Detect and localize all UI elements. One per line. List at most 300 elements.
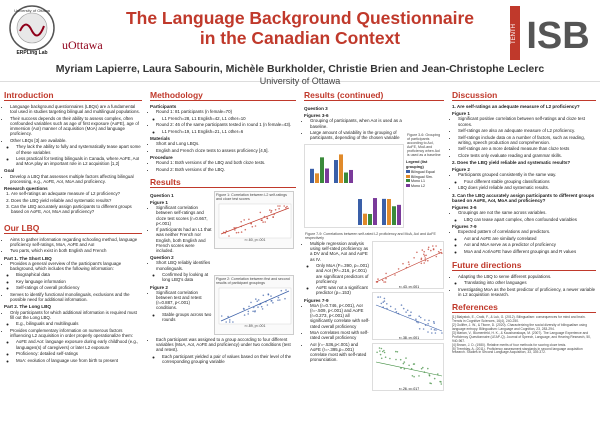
lbq-heading: Our LBQ	[4, 223, 142, 234]
scatter-point	[385, 273, 387, 275]
scatter-point	[244, 314, 246, 316]
fig2-label: Figure 2	[150, 284, 168, 290]
list-item: • Multiple regression analysis using self-rated proficiency as a DV and MoA, AoI and AoFE as IV.	[310, 241, 370, 262]
university: University of Ottawa	[259, 76, 341, 86]
list-item: • Only participants for which additional information is required must fill out the Long LBQ.	[10, 310, 142, 320]
list-item: • Significant positive correlation between self-ratings and cloze test scores.	[458, 116, 596, 126]
scatter-point	[241, 231, 243, 233]
scatter-point	[278, 297, 280, 299]
list-item: ◦ Only MoA (F=.390, p=.001) and AoI (R²=.216, p<.001) are significant predictors of proficiency	[316, 263, 370, 284]
list-item: • AoI (r=-.536,p<.001) and AoFE (r=-.395,p=.001) correlate most with self-rated pronunciation.	[310, 342, 370, 363]
fig1-caption: Figure 1: Correlation between L2 self-ratings and cloze test scores	[216, 192, 287, 201]
scatter-point	[229, 321, 231, 323]
scatter-point	[432, 245, 434, 247]
scatter-point	[386, 303, 388, 305]
scatter-point	[422, 249, 424, 251]
list-item: • Round 2: Both versions of the LBQ.	[156, 167, 296, 172]
isb-tenth: TENTH	[511, 24, 517, 44]
scatter-point	[389, 358, 391, 360]
reference-item: [1] Bialystok, E., Craik, F., & Luk, G. (2012). Bilingualism: consequences for mind and brain. Trends in Cognitive Sciences, 16(4), 240-250.	[452, 315, 586, 324]
discussion-heading: Discussion	[452, 90, 596, 101]
list-item: ◦ Four different stable grouping classifications	[464, 179, 596, 184]
scatter-point	[229, 319, 231, 321]
list-item: • Provides complementary information on numerous factors influencing L2 acquisition in order properly operationalize them:	[10, 328, 142, 338]
results-heading: Results	[150, 177, 296, 188]
scatter-point	[248, 305, 250, 307]
scatter-point	[382, 280, 384, 282]
scatter-point	[413, 376, 415, 378]
scatter-point	[424, 255, 426, 257]
list-item: ◦ Each participant yielded a pair of values based on their level of the corresponding grouping variable	[162, 354, 296, 364]
scatter-point	[424, 319, 426, 321]
scatter-point	[431, 328, 433, 330]
scatter-point	[263, 294, 265, 296]
list-item: • Two parts, which exist in both English and French	[10, 248, 142, 253]
scatter-point	[401, 305, 403, 307]
scatter-point	[234, 229, 236, 231]
figure-1	[214, 191, 294, 249]
list-item: ◦ L1 French=19, L1 English=21, L1 other=6	[162, 129, 296, 134]
scatter-point	[379, 351, 381, 353]
scatter-point	[380, 354, 382, 356]
scatter-point	[257, 306, 259, 308]
scatter-point	[434, 378, 436, 380]
scatter-point	[277, 205, 279, 207]
scatter-point	[264, 221, 266, 223]
list-item: 1. Are self-ratings an adequate measure of L2 proficiency?	[11, 191, 142, 196]
reference-item: [3] Marian, V., Blumenfeld, H. K., & Kaushanskaya, M. (2007). The Language Experience and Proficiency Questionnaire (LEAP-Q). Journal of Speech, Language, and Hearing Research, 50, 940-967.	[452, 330, 591, 343]
list-item: ◦ Stable groups across two rounds	[162, 312, 212, 322]
list-item: ◦ They lack the ability to fully and systematically tease apart some of these variables	[16, 144, 142, 154]
scatter-point	[435, 329, 437, 331]
list-item: ◦ Translating into other languages	[464, 280, 596, 285]
scatter-point	[262, 221, 264, 223]
scatter-point	[271, 300, 273, 302]
goal-text: • Develop a LBQ that assesses multiple factors affecting bilingual processing, e.g., AoFE, AoI, MoA and proficiency.	[10, 174, 142, 184]
list-item: • Self-ratings are a more detailed measure than cloze tests	[458, 146, 596, 151]
scatter-point	[419, 328, 421, 330]
column-intro	[4, 90, 142, 364]
scatter-point	[252, 310, 254, 312]
fig1-scatter	[215, 202, 293, 242]
list-item: • Expected pattern of correlations and predictors.	[458, 229, 596, 234]
bar	[344, 172, 348, 182]
scatter-point	[423, 254, 425, 256]
reference-item: [5] Tremblay, A. (2011). Proficiency assessment standards in second language acquisition research. Studies in Second Language Acquisition, 33, 339-372.	[452, 346, 583, 355]
bar	[397, 205, 401, 225]
list-item: ◦ Biographical data	[16, 272, 142, 277]
q2-heading: Question 2	[150, 255, 174, 261]
list-item: • Grouping of participants, when AoI is used as a baseline.	[310, 118, 404, 128]
isb-text: ISB	[526, 15, 590, 57]
scatter-point	[262, 308, 264, 310]
scatter-point	[377, 297, 379, 299]
erpling-lab-logo	[3, 4, 61, 56]
scatter-point	[381, 358, 383, 360]
scatter-point	[410, 315, 412, 317]
logo-left-arc-text: University of Ottawa	[14, 8, 50, 13]
scatter-point	[228, 235, 230, 237]
scatter-point	[418, 376, 420, 378]
column-results	[304, 90, 444, 393]
scatter-point	[423, 251, 425, 253]
scatter-point	[433, 323, 435, 325]
bar	[387, 199, 391, 225]
list-item: • Their success depends on their ability to assess complex, often confounded variables such as age of first exposure (AoFE), age of immersion (AoI) manner of acquisition (MoA) and language proficiency.	[10, 116, 142, 137]
scatter-point	[427, 368, 429, 370]
list-item: ◦ L1 French=28, L1 English=42, L1 other=10	[162, 116, 296, 121]
scatter-point	[283, 205, 285, 207]
legend-label: Mono L1	[411, 179, 425, 184]
list-item: 2. Does the LBQ yield reliable and systematic results?	[11, 198, 142, 203]
scatter-point	[418, 316, 420, 318]
scatter-point	[275, 209, 277, 211]
scatter-point	[397, 351, 399, 353]
scatter-point	[423, 328, 425, 330]
scatter-point	[383, 281, 385, 283]
list-item: • Aims to gather information regarding schooling method, language proficiency self-ratings, MoA, AoFE and AoI	[10, 237, 142, 247]
scatter-point	[428, 320, 430, 322]
figure-2	[214, 275, 294, 335]
scatter-point	[236, 232, 238, 234]
bar	[325, 168, 329, 183]
list-item: 3. Can the LBQ accurately assign participants to different groups based on AoFE, AoI, MoA and proficiency?	[11, 204, 142, 214]
legend-label: Mono L2	[411, 183, 425, 188]
scatter-point	[227, 316, 229, 318]
scatter-point	[437, 374, 439, 376]
list-item: ◦ Less practical for testing bilinguals in Canada, where AoFE, AoI and MoA play an important role in L2 acquisition [1,2]	[16, 156, 142, 166]
scatter-point	[233, 227, 235, 229]
scatter-point	[270, 211, 272, 213]
uottawa-logo: uOttawa	[62, 38, 103, 52]
bar	[392, 206, 396, 225]
scatter-point	[285, 207, 287, 209]
bar	[373, 198, 377, 225]
list-item: • Cloze tests only evaluate reading and grammar skills.	[458, 153, 596, 158]
scatter-point	[414, 364, 416, 366]
scatter-point	[404, 362, 406, 364]
scatter-point	[405, 312, 407, 314]
scatter-point	[440, 249, 442, 251]
scatter-point	[428, 247, 430, 249]
list-item: • Participants grouped consistently in the same way.	[458, 172, 596, 177]
scatter-point	[428, 249, 430, 251]
scatter-point	[261, 306, 263, 308]
fig2-stats: r=.89, p<.001	[244, 323, 266, 328]
scatter-point	[377, 278, 379, 280]
list-item: • Each participant was assigned to a group according to four different variables (MoA, AoI, AoFE and proficiency) under two conditions (test and retest).	[156, 337, 296, 353]
scatter-point	[405, 358, 407, 360]
list-item: • Short and Long LBQs.	[156, 141, 296, 146]
intro-list	[4, 104, 142, 166]
scatter-point	[284, 298, 286, 300]
scatter-point	[240, 221, 242, 223]
list-item: • Provides a general overview of the participant's language background, which includes the following information:	[10, 261, 142, 271]
list-item: ◦ Proficiency: detailed self-ratings	[16, 351, 142, 356]
scatter-point	[269, 209, 271, 211]
scatter-point	[225, 321, 227, 323]
scatter-point	[425, 257, 427, 259]
scatter-point	[395, 359, 397, 361]
bar	[315, 173, 319, 183]
scatter-point	[380, 296, 382, 298]
list-item: • If participants had an L1 that was neither French nor English, both English and French scores were included.	[156, 227, 212, 253]
scatter-point	[256, 300, 258, 302]
reference-item: [2] Gullifer, J. W., & Titone, D. (2020). Characterizing the social diversity of bilingualism using language entropy. Bilingualism: Language and Cognition, 23, 283-294.	[452, 323, 588, 331]
d1-fig: Figure 1	[452, 111, 470, 117]
list-item: ◦ AoI and MoA serve as a predictor of proficiency	[464, 242, 596, 247]
materials-heading: Materials	[150, 135, 170, 141]
scatter-point	[403, 363, 405, 365]
d1-heading: 1. Are self-ratings an adequate measure of L2 proficiency?	[452, 104, 580, 109]
column-discussion	[452, 90, 596, 355]
scatter-point	[384, 301, 386, 303]
scatter-point	[402, 263, 404, 265]
list-item: • Other LBQs [3] are available.	[10, 138, 142, 143]
scatter-point	[429, 375, 431, 377]
scatter-point	[279, 299, 281, 301]
scatter-point	[408, 261, 410, 263]
scatter-point	[252, 226, 254, 228]
legend-heading: Legend (list grouping)	[406, 160, 428, 170]
fig9-scatter	[372, 343, 444, 391]
legend-label: Bilingual Equal	[411, 170, 435, 175]
method-heading: Methodology	[150, 90, 296, 101]
list-item: • Round 1: 81 participants (n female=70)	[156, 109, 296, 114]
scatter-point	[255, 298, 257, 300]
scatter-point	[440, 382, 442, 384]
scatter-point	[254, 310, 256, 312]
column-method	[150, 90, 296, 365]
list-item: ◦ Self-ratings of overall proficiency	[16, 285, 142, 290]
references-heading: References	[452, 302, 596, 313]
scatter-point	[243, 219, 245, 221]
scatter-point	[427, 331, 429, 333]
scatter-point	[434, 329, 436, 331]
figs79-label: Figures 7-9	[304, 297, 329, 303]
list-item: • Adapting the LBQ to serve different populations.	[458, 274, 596, 279]
poster-title: The Language Background Questionnaire in the Canadian Context	[125, 8, 475, 48]
scatter-point	[395, 308, 397, 310]
list-item: • LBQ does yield reliable and systematic results.	[458, 185, 596, 190]
scatter-point	[425, 255, 427, 257]
list-item: • Self-ratings are also an adequate measure of L2 proficiency.	[458, 128, 596, 133]
legend-label: Bilingual Sim.	[411, 174, 433, 179]
scatter-point	[427, 323, 429, 325]
scatter-point	[381, 348, 383, 350]
q1-heading: Question 1	[150, 192, 174, 198]
scatter-point	[433, 249, 435, 251]
scatter-point	[245, 229, 247, 231]
scatter-point	[260, 211, 262, 213]
scatter-point	[385, 357, 387, 359]
bar	[358, 199, 362, 225]
bar	[339, 154, 343, 183]
fig2-scatter	[215, 286, 293, 328]
scatter-point	[421, 258, 423, 260]
bar	[310, 169, 314, 183]
scatter-point	[248, 310, 250, 312]
fig2-caption: Figure 2: Correlation between first and second results of participant groupings	[216, 276, 290, 285]
isb-logo	[508, 4, 596, 62]
fig1-label: Figure 1	[150, 199, 168, 205]
scatter-point	[421, 263, 423, 265]
list-item: ◦ LBQ can tease apart complex, often confounded variables	[464, 217, 596, 222]
figures-3-6-bars	[304, 144, 404, 228]
scatter-point	[421, 368, 423, 370]
d2-fig: Figure 2	[452, 167, 470, 173]
d3-heading: 3. Can the LBQ accurately assign participants to different groups based on AoFE, AoI, MoA and proficiency?	[452, 192, 595, 203]
list-item: • Significant correlation between self-ratings and cloze test scores (r=0.667, p<.001)	[156, 205, 212, 226]
scatter-point	[403, 308, 405, 310]
fig7-stats: r=.43, p<.001	[398, 285, 420, 290]
bar	[320, 157, 324, 183]
scatter-point	[382, 351, 384, 353]
scatter-point	[270, 295, 272, 297]
list-item: ◦ Confirmed by looking at long LBQ's data	[162, 272, 212, 282]
list-item: • Serves to identify functional monolinguals, exclusions and the possible need for additional information.	[10, 292, 142, 302]
scatter-point	[376, 352, 378, 354]
scatter-point	[271, 210, 273, 212]
scatter-point	[408, 264, 410, 266]
bar	[363, 213, 367, 224]
scatter-point	[396, 311, 398, 313]
scatter-point	[433, 321, 435, 323]
scatter-point	[277, 299, 279, 301]
fig1-stats: r=.60, p<.001	[244, 237, 266, 242]
scatter-point	[379, 348, 381, 350]
scatter-point	[272, 302, 274, 304]
scatter-point	[285, 289, 287, 291]
scatter-point	[400, 359, 402, 361]
scatter-point	[243, 308, 245, 310]
scatter-point	[281, 290, 283, 292]
scatter-point	[441, 253, 443, 255]
list-item: ◦ MoA and AoI/AoFE have different groupings and R values	[464, 249, 596, 254]
authors: Myriam Lapierre, Laura Sabourin, Michèle Burkholder, Christie Brien and Jean-Christophe Leclerc	[55, 63, 545, 75]
scatter-point	[268, 294, 270, 296]
fig8-line	[376, 305, 442, 331]
fig7-caption: Figure 7-9: Correlations between self-rated L2 proficiency and MoA, AoI and AoFE respectively	[305, 232, 436, 241]
fig7-scatter	[372, 241, 444, 289]
scatter-point	[423, 262, 425, 264]
scatter-point	[412, 375, 414, 377]
scatter-point	[384, 298, 386, 300]
list-item: • Groupings are not the same across variables.	[458, 210, 596, 215]
scatter-point	[435, 332, 437, 334]
scatter-point	[408, 365, 410, 367]
scatter-point	[398, 268, 400, 270]
scatter-point	[279, 205, 281, 207]
list-item: • Significant correlation between test and retest (r=0.887, p<.001) conditions.	[156, 290, 212, 311]
scatter-point	[431, 332, 433, 334]
list-item: ◦ AoFE and AoI: language exposure during early childhood (e.g., languages(s) of caregivers) or later L2 exposure	[16, 339, 142, 349]
list-item: • MoA (r=0.746, p<.001), AoI (r=-.509, p<.001) and AoFE (r=0.273, p<.001) all significantly correlate with self-rated overall proficiency	[310, 303, 370, 329]
list-item: • Self-ratings include data on a number of factors, such as reading, writing, speech production and comprehension.	[458, 135, 596, 145]
fig3-caption: Figure 3-6: Grouping of participants according to AoI, AoFE, MoA and proficiency when AoI is used as a baseline	[407, 133, 441, 157]
scatter-point	[416, 252, 418, 254]
list-item: ◦ MoA: evolution of language use from birth to present	[16, 358, 142, 363]
scatter-point	[430, 250, 432, 252]
scatter-point	[390, 306, 392, 308]
scatter-point	[278, 208, 280, 210]
list-item: ◦ AoFE was not a significant predictor (p=.153)	[316, 285, 370, 295]
part1-heading: Part 1. The Short LBQ	[4, 255, 52, 261]
list-item: • English and French cloze tests to assess proficiency [4,5].	[156, 148, 296, 153]
q3-heading: Question 3	[304, 106, 328, 111]
d3b-fig: Figures 7-9	[452, 223, 477, 229]
scatter-point	[261, 219, 263, 221]
scatter-point	[408, 315, 410, 317]
scatter-point	[413, 257, 415, 259]
references	[452, 316, 596, 355]
scatter-point	[420, 317, 422, 319]
scatter-point	[255, 225, 257, 227]
poster-header	[0, 0, 600, 86]
scatter-point	[407, 310, 409, 312]
scatter-point	[427, 260, 429, 262]
scatter-point	[248, 218, 250, 220]
scatter-point	[429, 383, 431, 385]
legend-item	[406, 184, 444, 188]
procedure-heading: Procedure	[150, 154, 173, 160]
list-item: • Large amount of variability in the grouping of participants, depending of the chosen variable	[310, 130, 404, 140]
scatter-point	[441, 332, 443, 334]
bar	[349, 170, 353, 183]
scatter-point	[385, 281, 387, 283]
list-item: • Investigating MoA as the best predictor of proficiency, a newer variable in L2 acquisition research.	[458, 287, 596, 297]
scatter-point	[221, 315, 223, 317]
logo-left-label: ERPLing Lab	[16, 50, 48, 56]
list-item: • Language background questionnaires (LBQs) are a fundamental tool used in studies targeting bilingual and multilingual populations.	[10, 104, 142, 114]
list-item: ◦ E.g., bilinguals and multilinguals	[16, 321, 142, 326]
future-heading: Future directions	[452, 260, 596, 271]
bar	[382, 199, 386, 225]
participants-heading: Participants	[150, 104, 177, 109]
list-item: ◦ AoI and AoFE are similarly correlated	[464, 236, 596, 241]
scatter-point	[410, 312, 412, 314]
list-item: ◦ Key language information	[16, 279, 142, 284]
scatter-point	[441, 384, 443, 386]
fig9-stats: r=.26, p=.017	[398, 387, 420, 392]
scatter-point	[395, 351, 397, 353]
scatter-point	[272, 216, 274, 218]
reference-item: [4] Brown, J. D. (1980). Relative merits of four methods for scoring cloze tests.	[452, 342, 567, 347]
scatter-point	[238, 231, 240, 233]
rq-heading: Research questions	[4, 186, 48, 192]
scatter-point	[436, 256, 438, 258]
scatter-point	[435, 245, 437, 247]
list-item: • Short LBQ reliably identifies monolinguals.	[156, 260, 212, 270]
scatter-point	[438, 251, 440, 253]
list-item: • MoA correlates most with self-rated overall proficiency	[310, 330, 370, 340]
scatter-point	[266, 217, 268, 219]
fig9-line	[376, 362, 442, 376]
scatter-point	[422, 367, 424, 369]
scatter-point	[247, 313, 249, 315]
scatter-point	[384, 352, 386, 354]
fig7-line	[376, 252, 442, 282]
scatter-point	[381, 303, 383, 305]
scatter-point	[232, 321, 234, 323]
figs36-label: Figures 3-6	[304, 113, 329, 119]
scatter-point	[258, 299, 260, 301]
results2-heading: Results (continued)	[304, 90, 444, 101]
intro-heading: Introduction	[4, 90, 142, 101]
scatter-point	[267, 304, 269, 306]
d3-fig: Figures 3-6	[452, 205, 477, 211]
list-item: • Round 1: Both versions of the LBQ and both cloze tests.	[156, 160, 296, 165]
